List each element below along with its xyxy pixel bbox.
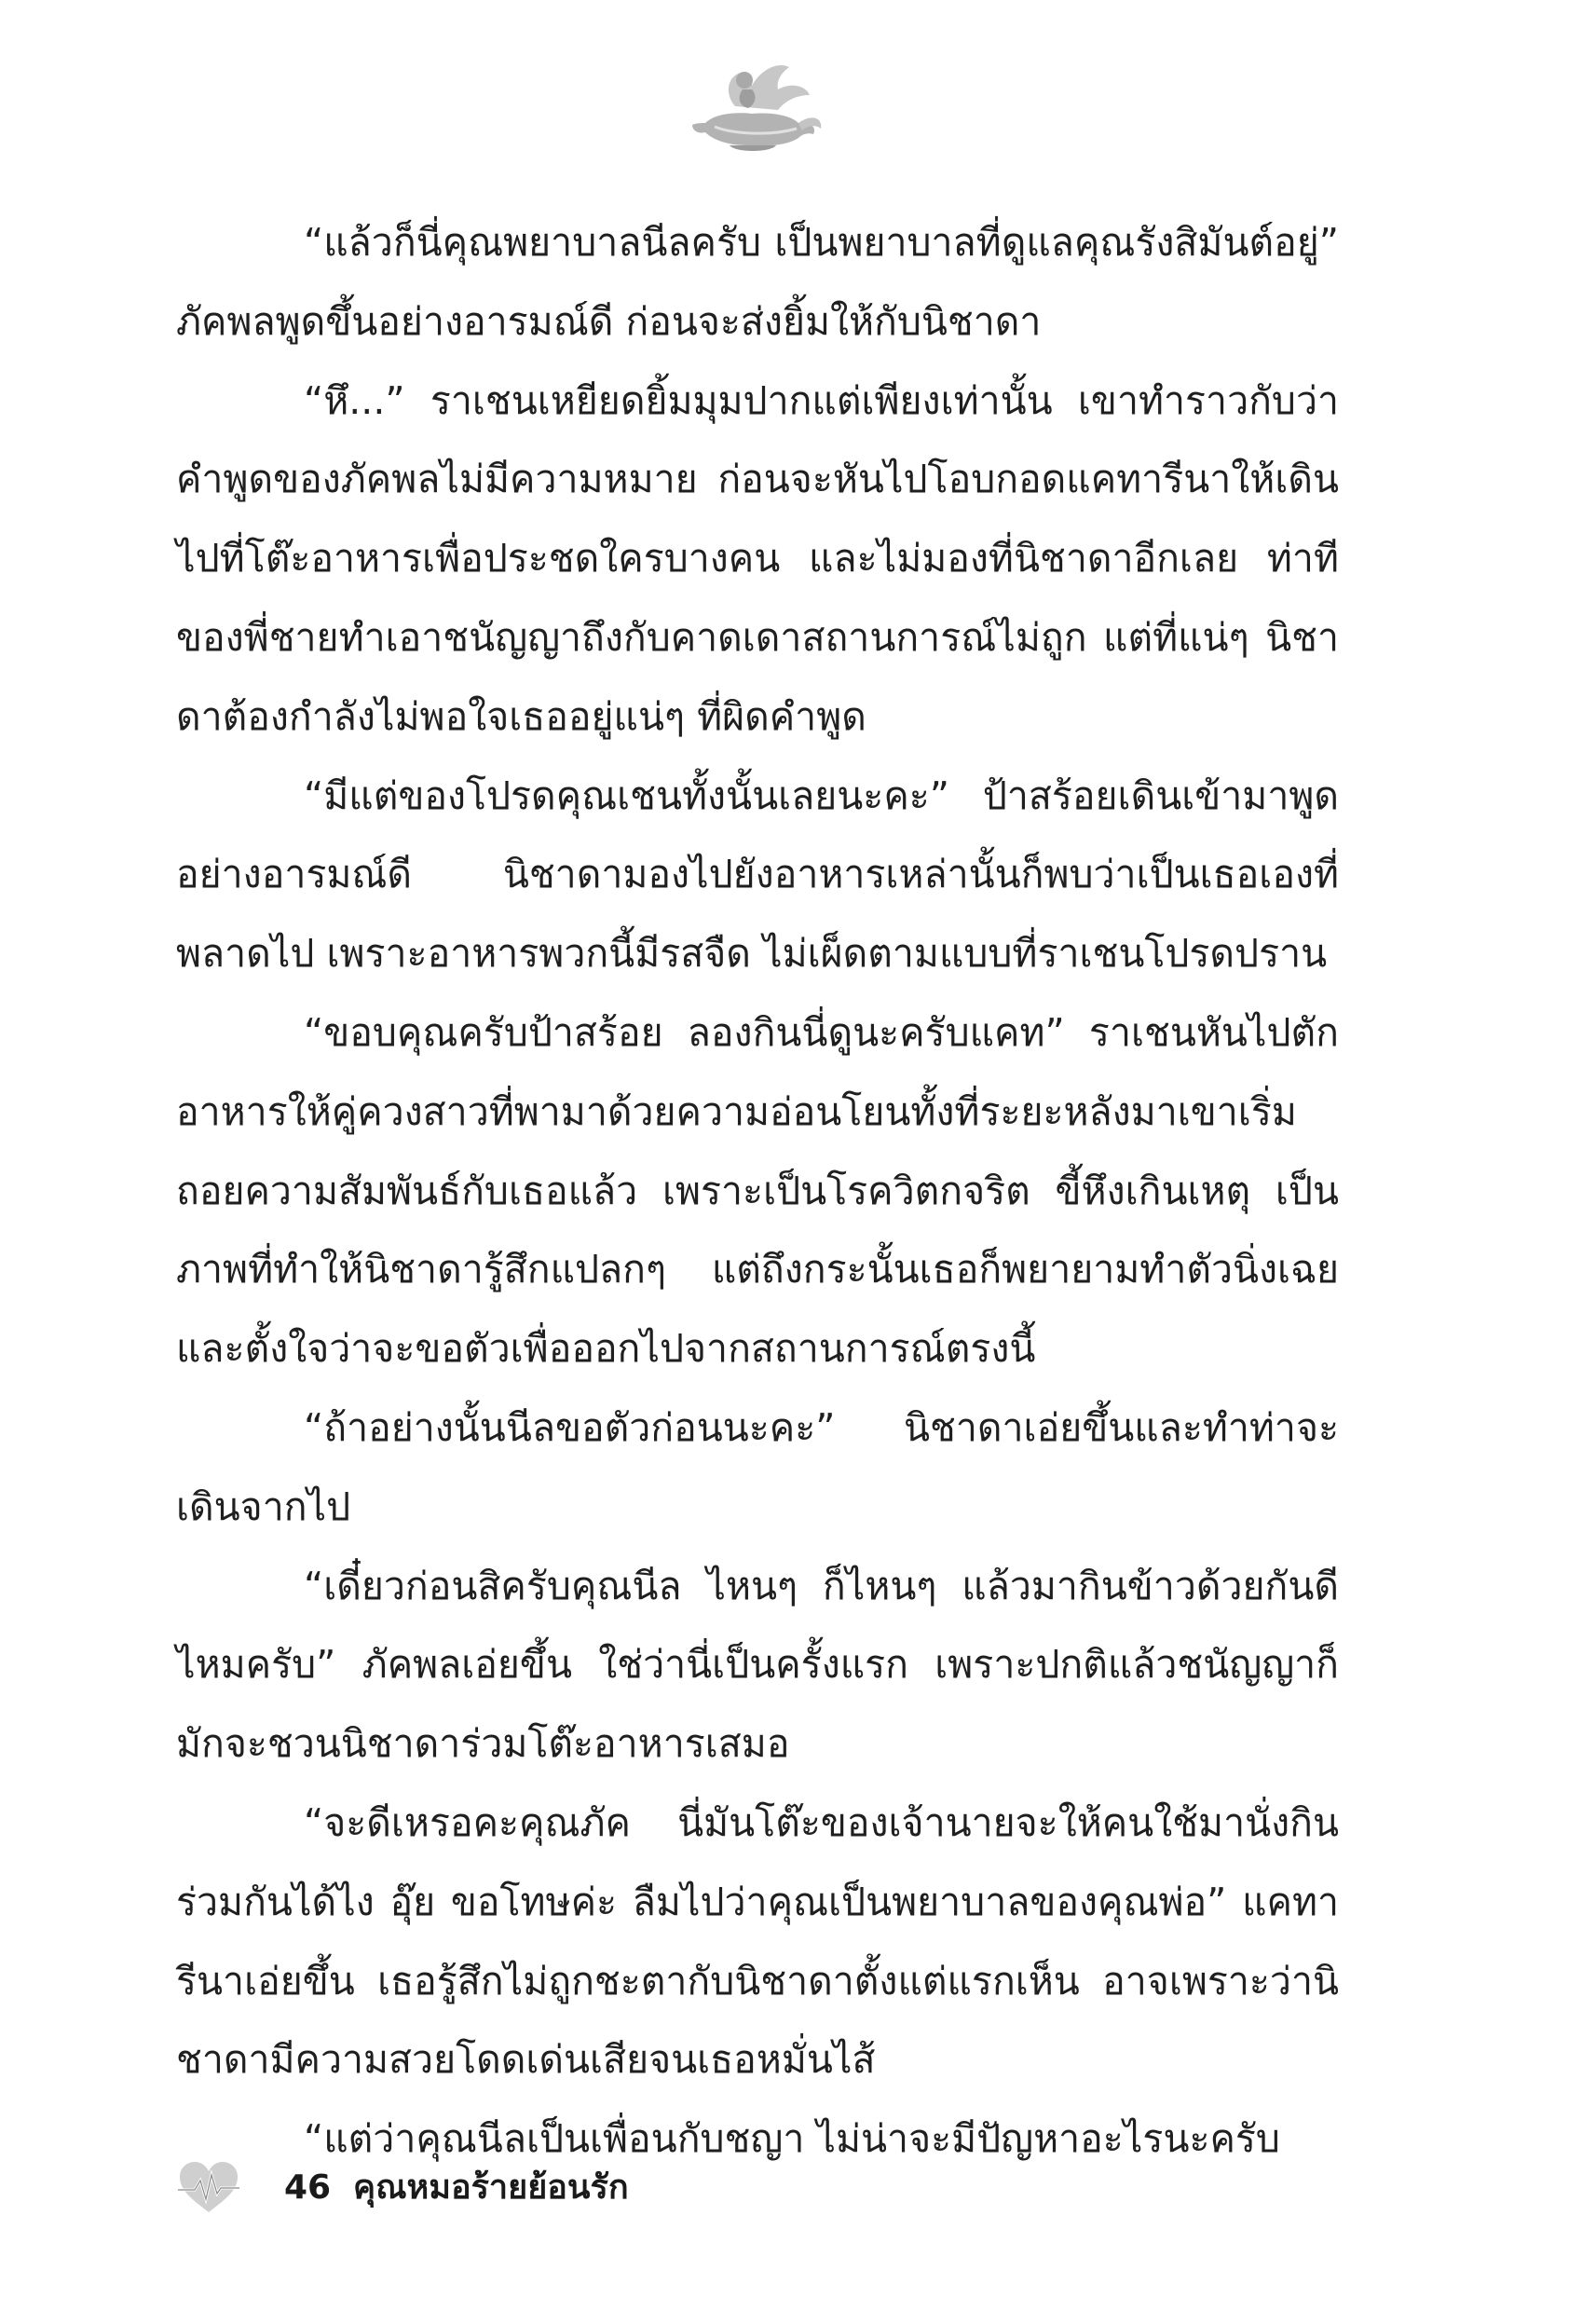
paragraph: “แต่ว่าคุณนีลเป็นเพื่อนกับชญา ไม่น่าจะมีปัญหาอะไรนะครับ (304, 2116, 1280, 2162)
page-number: 46 (284, 2168, 332, 2207)
body-text (176, 203, 1339, 2179)
paragraph: “จะดีเหรอคะคุณภัค นี่มันโต๊ะของเจ้านายจะให้คนใช้มานั่งกินร่วมกันได้ไง อุ๊ย ขอโทษค่ะ ลืมไปว่าคุณเป็นพยาบาลของคุณพ่อ” แคทารีนาเอ่ยขึ้น เธอรู้สึกไม่ถูกชะตากับนิชาดาตั้งแต่แรกเห็น อาจเพราะว่านิชาดามีความสวยโดดเด่นเสียจนเธอหมั่นไส้ (176, 1799, 1339, 2083)
heart-heartbeat-icon (176, 2160, 241, 2214)
paragraph: “แล้วก็นี่คุณพยาบาลนีลครับ เป็นพยาบาลที่ดูแลคุณรังสิมันต์อยู่” ภัคพลพูดขึ้นอย่างอารมณ์ดี ก่อนจะส่งยิ้มให้กับนิชาดา (176, 220, 1339, 344)
book-title: คุณหมอร้ายย้อนรัก (353, 2168, 629, 2207)
paragraph: “ขอบคุณครับป้าสร้อย ลองกินนี่ดูนะครับแคท” ราเชนหันไปตักอาหารให้คู่ควงสาวที่พามาด้วยความอ่อนโยนทั้งที่ระยะหลังมาเขาเริ่มถอยความสัมพันธ์กับเธอแล้ว เพราะเป็นโรควิตกจริต ขี้หึงเกินเหตุ เป็นภาพที่ทำให้นิชาดารู้สึกแปลกๆ แต่ถึงกระนั้นเธอก็พยายามทำตัวนิ่งเฉยและตั้งใจว่าจะขอตัวเพื่อออกไปจากสถานการณ์ตรงนี้ (176, 1009, 1339, 1372)
paragraph: “เดี๋ยวก่อนสิครับคุณนีล ไหนๆ ก็ไหนๆ แล้วมากินข้าวด้วยกันดีไหมครับ” ภัคพลเอ่ยขึ้น ใช่ว่านี่เป็นครั้งแรก เพราะปกติแล้วชนัญญาก็มักจะชวนนิชาดาร่วมโต๊ะอาหารเสมอ (176, 1563, 1339, 1767)
page-footer (176, 2160, 828, 2216)
paragraph: “มีแต่ของโปรดคุณเชนทั้งนั้นเลยนะคะ” ป้าสร้อยเดินเข้ามาพูดอย่างอารมณ์ดี นิชาดามองไปยังอาหารเหล่านั้นก็พบว่าเป็นเธอเองที่พลาดไป เพราะอาหารพวกนี้มีรสจืด ไม่เผ็ดตามแบบที่ราเชนโปรดปราน (176, 773, 1339, 977)
paragraph: “ถ้าอย่างนั้นนีลขอตัวก่อนนะคะ” นิชาดาเอ่ยขึ้นและทำท่าจะเดินจากไป (176, 1404, 1339, 1529)
cupid-lamp-icon (687, 48, 826, 158)
paragraph: “หึ...” ราเชนเหยียดยิ้มมุมปากแต่เพียงเท่านั้น เขาทำราวกับว่าคำพูดของภัคพลไม่มีความหมาย ก่อนจะหันไปโอบกอดแคทารีนาให้เดินไปที่โต๊ะอาหารเพื่อประชดใครบางคน และไม่มองที่นิชาดาอีกเลย ท่าทีของพี่ชายทำเอาชนัญญาถึงกับคาดเดาสถานการณ์ไม่ถูก แต่ที่แน่ๆ นิชาดาต้องกำลังไม่พอใจเธออยู่แน่ๆ ที่ผิดคำพูด (176, 377, 1339, 739)
